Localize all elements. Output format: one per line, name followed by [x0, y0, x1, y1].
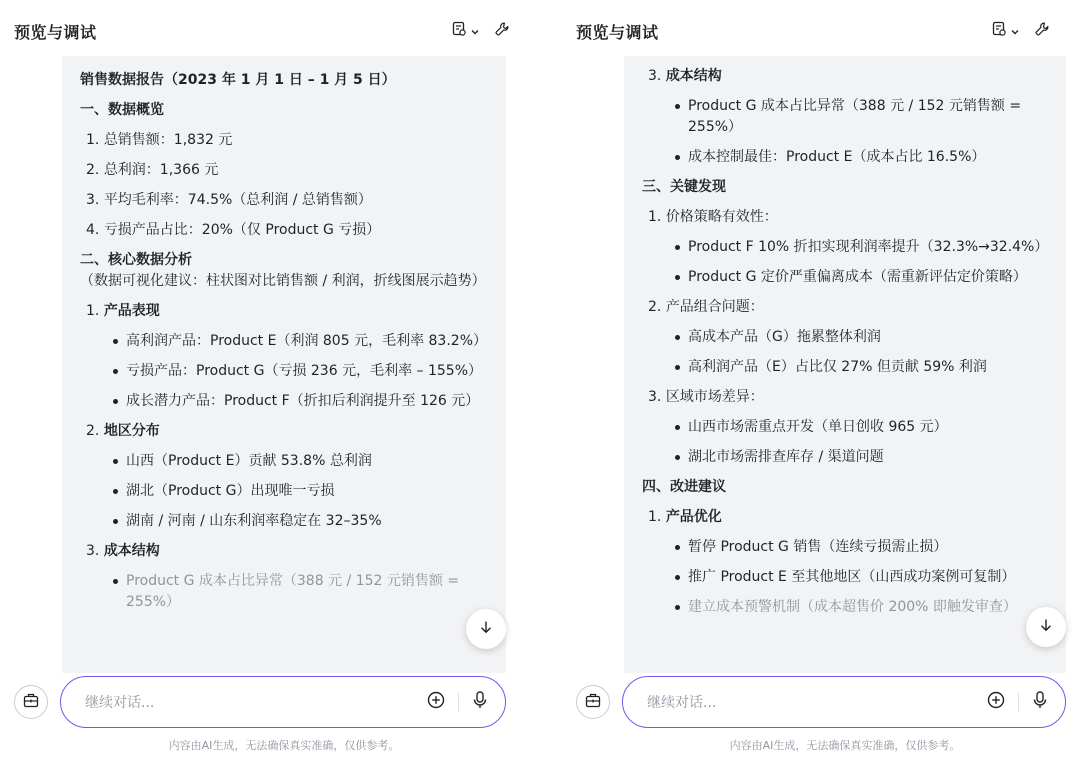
composer: [14, 676, 506, 728]
chat-input[interactable]: [622, 676, 1066, 728]
list-item-text: 亏损产品占比：20%（仅 Product G 亏损）: [103, 222, 381, 238]
bullet-list: [674, 96, 1048, 168]
list-item: 1. 产品优化 暂停 Product G 销售（连续亏损需止损） 推广 Product E 至其他地区（山西成功案例可复制） 建立成本预警机制（成本超售价 200% 即触发审查）: [648, 507, 1048, 618]
bullet-item: Product G 定价严重偏离成本（需重新评估定价策略）: [674, 267, 1048, 288]
list-item: 2. 地区分布 山西（Product E）贡献 53.8% 总利润 湖北（Product G）出现唯一亏损 湖南 / 河南 / 山东利润率稳定在 32–35%: [86, 421, 488, 532]
chevron-down-icon: [470, 22, 480, 41]
overview-list: [86, 130, 488, 241]
scroll-to-bottom-button[interactable]: [466, 609, 506, 649]
bullet-item: 高成本产品（G）拖累整体利润: [674, 327, 1048, 348]
bullet-item: 建立成本预警机制（成本超售价 200% 即触发审查）: [674, 597, 1048, 618]
list-item: 4. 亏损产品占比：20%（仅 Product G 亏损）: [86, 222, 381, 238]
ai-disclaimer: 内容由AI生成，无法确保真实准确，仅供参考。: [729, 739, 961, 752]
voice-input-button[interactable]: [1031, 690, 1049, 714]
bullet-list: [112, 571, 488, 613]
bullet-list: [674, 417, 1048, 468]
plus-circle-icon: [426, 690, 446, 714]
bullet-item: 湖北（Product G）出现唯一亏损: [112, 481, 488, 502]
scroll-to-bottom-button[interactable]: [1026, 607, 1066, 647]
bullet-item: Product G 成本占比异常（388 元 / 152 元销售额 = 255%）: [674, 96, 1048, 138]
doc-settings-icon: [991, 21, 1007, 41]
group-title: 区域市场差异：: [665, 389, 764, 405]
bullet-list: [674, 537, 1048, 618]
analysis-list: [86, 301, 488, 613]
group-title: 价格策略有效性：: [665, 209, 778, 225]
cost-list: [648, 66, 1048, 168]
scroll-fade: [62, 627, 506, 673]
bullet-list: [112, 331, 488, 412]
group-title: 产品优化: [665, 509, 722, 525]
debug-settings-button[interactable]: [494, 21, 510, 41]
ai-disclaimer: 内容由AI生成，无法确保真实准确，仅供参考。: [168, 739, 400, 752]
bullet-item: Product F 10% 折扣实现利润率提升（32.3%→32.4%）: [674, 237, 1048, 258]
bullet-item: Product G 成本占比异常（388 元 / 152 元销售额 = 255%）: [112, 571, 488, 613]
plus-circle-icon: [986, 690, 1006, 714]
divider: [458, 693, 459, 711]
section-heading: 二、核心数据分析: [80, 252, 192, 268]
list-item: 3. 成本结构 Product G 成本占比异常（388 元 / 152 元销售额 = 255%） 成本控制最佳：Product E（成本占比 16.5%）: [648, 66, 1048, 168]
group-title: 地区分布: [103, 423, 160, 439]
bullet-list: [674, 327, 1048, 378]
bullet-item: 成长潜力产品：Product F（折扣后利润提升至 126 元）: [112, 391, 488, 412]
right-panel: [540, 0, 1080, 761]
microphone-icon: [1031, 690, 1049, 714]
model-selector[interactable]: [991, 21, 1020, 41]
assistant-message: [62, 56, 506, 673]
bullet-list: [674, 237, 1048, 288]
list-item: 1. 产品表现 高利润产品：Product E（利润 805 元，毛利率 83.2%） 亏损产品：Product G（亏损 236 元，毛利率 – 155%） 成长潜力产品：Product F（折扣后利润提升至 126 元）: [86, 301, 488, 412]
report-content: [642, 66, 1048, 618]
list-item-text: 总利润：1,366 元: [103, 162, 219, 178]
chat-input-placeholder: 继续对话...: [85, 695, 155, 711]
model-selector[interactable]: [451, 21, 480, 41]
report-content: [80, 70, 488, 613]
group-title: 成本结构: [103, 543, 160, 559]
header-tools: [451, 21, 510, 41]
bullet-item: 湖北市场需排查库存 / 渠道问题: [674, 447, 1048, 468]
list-item: 3. 平均毛利率：74.5%（总利润 / 总销售额）: [86, 192, 372, 208]
chat-input[interactable]: [60, 676, 506, 728]
toolbox-button[interactable]: [14, 685, 48, 719]
section-heading: 一、数据概览: [80, 102, 164, 118]
voice-input-button[interactable]: [471, 690, 489, 714]
list-item: 3. 区域市场差异： 山西市场需重点开发（单日创收 965 元） 湖北市场需排查库存 / 渠道问题: [648, 387, 1048, 468]
page-title: 预览与调试: [576, 22, 659, 42]
assistant-message: [624, 56, 1066, 673]
header: [576, 14, 1050, 48]
list-item: 3. 成本结构 Product G 成本占比异常（388 元 / 152 元销售额 = 255%）: [86, 541, 488, 613]
doc-settings-icon: [451, 21, 467, 41]
briefcase-icon: [584, 691, 602, 713]
add-attachment-button[interactable]: [986, 690, 1006, 714]
arrow-down-icon: [1038, 617, 1054, 637]
suggestions-list: [648, 507, 1048, 618]
group-title: 产品表现: [103, 303, 160, 319]
list-item: 2. 产品组合问题： 高成本产品（G）拖累整体利润 高利润产品（E）占比仅 27% 但贡献 59% 利润: [648, 297, 1048, 378]
group-title: 产品组合问题：: [665, 299, 764, 315]
bullet-item: 高利润产品：Product E（利润 805 元，毛利率 83.2%）: [112, 331, 488, 352]
bullet-item: 湖南 / 河南 / 山东利润率稳定在 32–35%: [112, 511, 488, 532]
bullet-item: 暂停 Product G 销售（连续亏损需止损）: [674, 537, 1048, 558]
bullet-item: 推广 Product E 至其他地区（山西成功案例可复制）: [674, 567, 1048, 588]
list-item-text: 总销售额：1,832 元: [103, 132, 233, 148]
bullet-item: 成本控制最佳：Product E（成本占比 16.5%）: [674, 147, 1048, 168]
wrench-icon: [494, 21, 510, 41]
bullet-item: 山西市场需重点开发（单日创收 965 元）: [674, 417, 1048, 438]
section-heading: 四、改进建议: [642, 479, 726, 495]
visualization-note: （数据可视化建议：柱状图对比销售额 / 利润，折线图展示趋势）: [80, 273, 486, 289]
list-item: 2. 总利润：1,366 元: [86, 162, 219, 178]
composer: [576, 676, 1066, 728]
add-attachment-button[interactable]: [426, 690, 446, 714]
list-item-text: 平均毛利率：74.5%（总利润 / 总销售额）: [103, 192, 372, 208]
report-title: 销售数据报告（2023 年 1 月 1 日 – 1 月 5 日）: [80, 72, 396, 88]
wrench-icon: [1034, 21, 1050, 41]
chat-input-placeholder: 继续对话...: [647, 695, 717, 711]
bullet-item: 亏损产品：Product G（亏损 236 元，毛利率 – 155%）: [112, 361, 488, 382]
toolbox-button[interactable]: [576, 685, 610, 719]
list-item: 1. 总销售额：1,832 元: [86, 132, 233, 148]
chevron-down-icon: [1010, 22, 1020, 41]
header: [14, 14, 510, 48]
briefcase-icon: [22, 691, 40, 713]
page-title: 预览与调试: [14, 22, 97, 42]
header-tools: [991, 21, 1050, 41]
findings-list: [648, 207, 1048, 468]
scroll-fade: [624, 627, 1066, 673]
bullet-item: 高利润产品（E）占比仅 27% 但贡献 59% 利润: [674, 357, 1048, 378]
microphone-icon: [471, 690, 489, 714]
section-heading: 三、关键发现: [642, 179, 726, 195]
arrow-down-icon: [478, 619, 494, 639]
group-title: 成本结构: [665, 68, 722, 84]
divider: [1018, 693, 1019, 711]
bullet-list: [112, 451, 488, 532]
debug-settings-button[interactable]: [1034, 21, 1050, 41]
list-item: 1. 价格策略有效性： Product F 10% 折扣实现利润率提升（32.3%→32.4%） Product G 定价严重偏离成本（需重新评估定价策略）: [648, 207, 1048, 288]
bullet-item: 山西（Product E）贡献 53.8% 总利润: [112, 451, 488, 472]
